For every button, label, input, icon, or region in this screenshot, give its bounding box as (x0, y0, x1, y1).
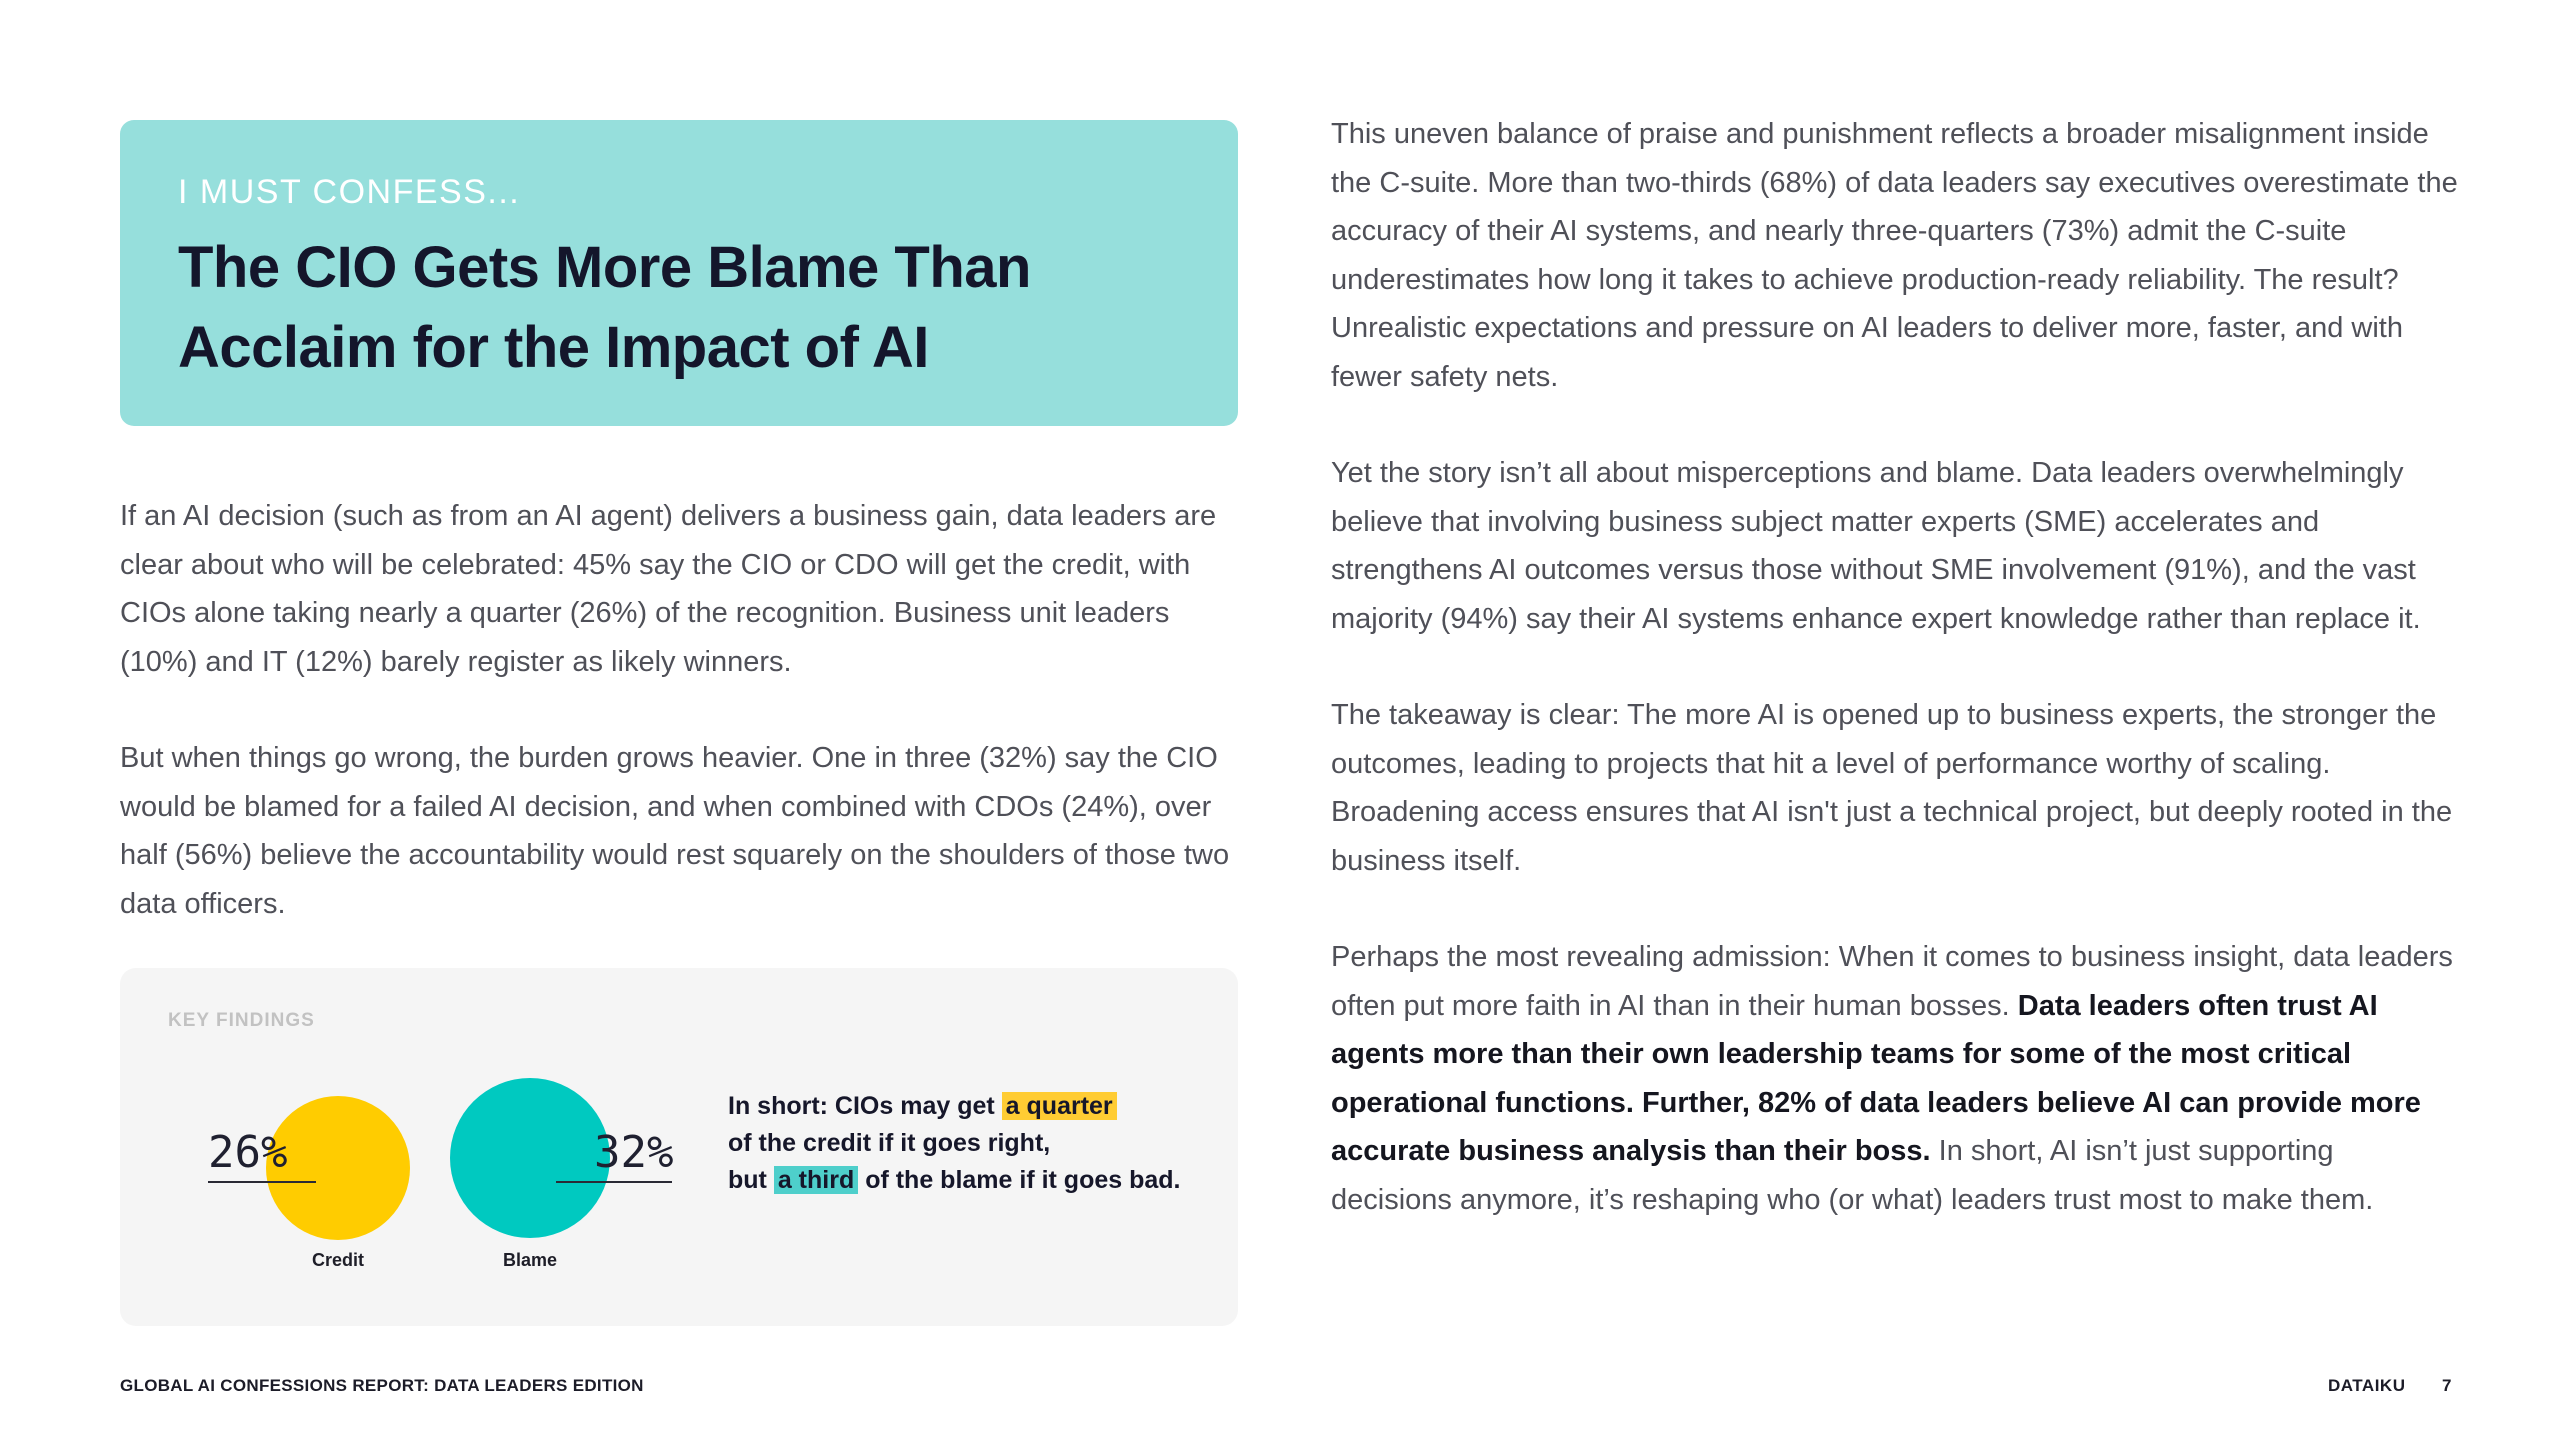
right-paragraph-4-start: Perhaps the most revealing admission: When it comes to business insight, data leaders often put more faith in AI than in their human bosses. (1331, 941, 2453, 1022)
right-paragraph-4-bold: Data leaders often trust AI agents more than their own leadership teams for some of the most critical operational functions. Further, 82% of data leaders believe AI can provide more accurate business analysis than their boss. (1331, 989, 2421, 1167)
credit-label: Credit (311, 1250, 364, 1270)
blame-label: Blame (502, 1250, 558, 1270)
page-title-line-2: Acclaim for the Impact of AI (178, 315, 929, 380)
left-paragraph-1: If an AI decision (such as from an AI agent) delivers a business gain, data leaders are clear about who will be celebrated: 45% say the CIO or CDO will get the credit, with CIOs alone taking nearly a quarter (26%) of the recognition. Business unit leaders (10%) and IT (12%) barely register as likely winners. (120, 500, 1217, 678)
blame-percent: 32% (594, 1127, 674, 1178)
key-findings-card (120, 968, 1238, 1326)
highlight-quarter: a quarter (1002, 1092, 1117, 1120)
right-column (1331, 110, 2461, 1272)
summary-text-b: of the credit if it goes right, (728, 1129, 1051, 1157)
credit-circle (266, 1096, 410, 1240)
summary-text-a: In short: CIOs may get (728, 1092, 995, 1120)
summary-text-c: but (728, 1166, 767, 1194)
left-paragraph-2: But when things go wrong, the burden grows heavier. One in three (32%) say the CIO would be blamed for a failed AI decision, and when combined with CDOs (24%), over half (56%) believe the accountability would rest squarely on the shoulders of those two data officers. (120, 742, 1230, 920)
title-banner (120, 120, 1238, 426)
page-title (178, 228, 1178, 388)
page-title-line-1: The CIO Gets More Blame Than (178, 235, 1031, 300)
highlight-third: a third (774, 1166, 858, 1194)
right-paragraph-3: The takeaway is clear: The more AI is opened up to business experts, the stronger the outcomes, leading to projects that hit a level of performance worthy of scaling. Broadening access ensures that AI isn't just a technical project, but deeply rooted in the business itself. (1331, 699, 2453, 877)
page-number: 7 (2442, 1376, 2452, 1395)
section-eyebrow: I MUST CONFESS... (178, 173, 521, 211)
key-findings-summary (728, 1088, 1228, 1199)
blame-circle (450, 1078, 610, 1238)
footer-brand: DATAIKU (2328, 1376, 2406, 1395)
summary-text-d: of the blame if it goes bad. (865, 1166, 1181, 1194)
right-paragraph-2: Yet the story isn’t all about misperceptions and blame. Data leaders overwhelmingly believe that involving business subject matter experts (SME) accelerates and strengthens AI outcomes versus those without SME involvement (91%), and the vast majority (94%) say their AI systems enhance expert knowledge rather than replace it. (1331, 457, 2421, 635)
credit-percent: 26% (208, 1127, 288, 1178)
left-column (120, 492, 1240, 976)
credit-underline (208, 1181, 316, 1183)
footer-report-title: GLOBAL AI CONFESSIONS REPORT: DATA LEADERS EDITION (120, 1376, 644, 1395)
right-paragraph-1: This uneven balance of praise and punishment reflects a broader misalignment inside the C-suite. More than two-thirds (68%) of data leaders say executives overestimate the accuracy of their AI systems, and nearly three-quarters (73%) admit the C-suite underestimates how long it takes to achieve production-ready reliability. The result? Unrealistic expectations and pressure on AI leaders to deliver more, faster, and with fewer safety nets. (1331, 118, 2458, 393)
right-paragraph-4 (1331, 933, 2461, 1224)
right-paragraph-4-end: In short, AI isn’t just supporting decisions anymore, it’s reshaping who (or what) leaders trust most to make them. (1331, 1135, 2374, 1216)
blame-underline (556, 1181, 672, 1183)
key-findings-label: KEY FINDINGS (168, 1010, 315, 1031)
